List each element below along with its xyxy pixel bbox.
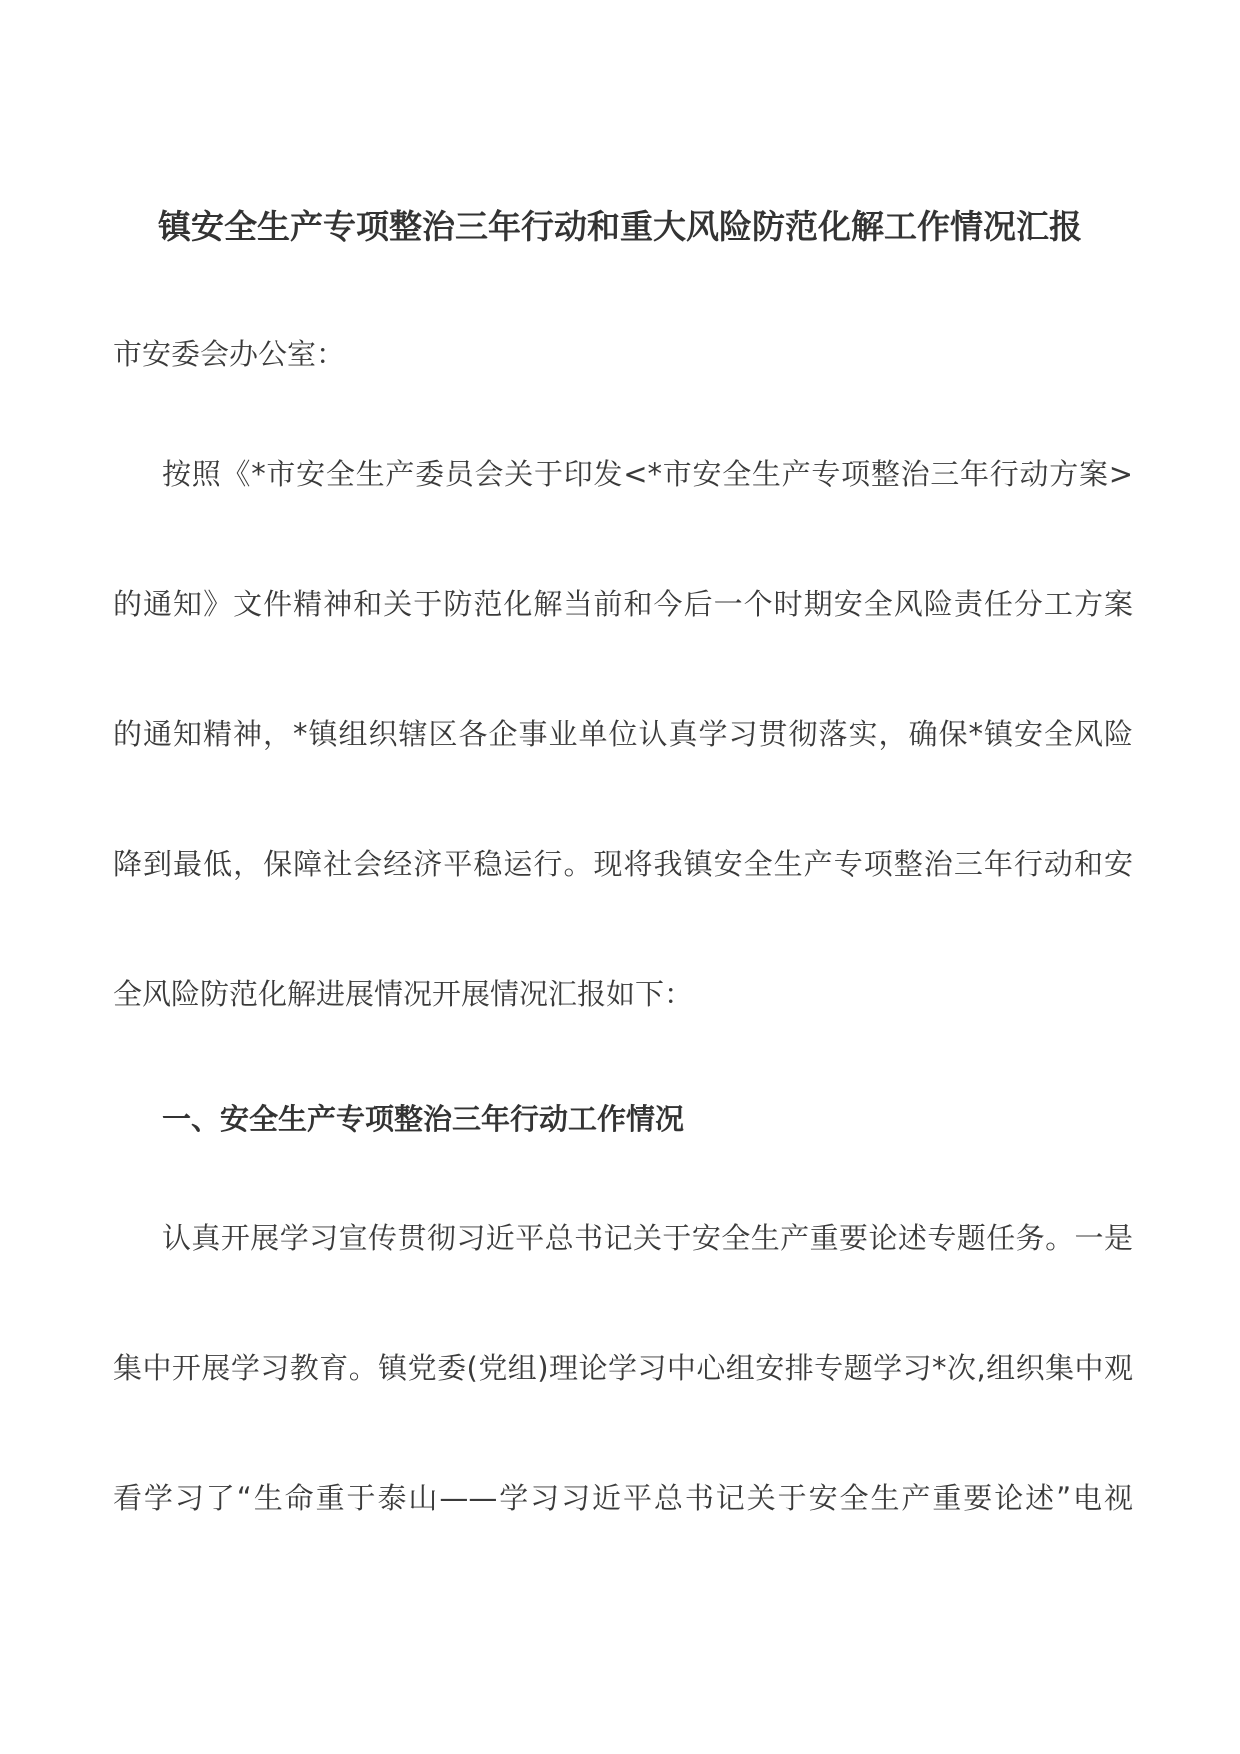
paragraph-1-line-4: 降到最低，保障社会经济平稳运行。现将我镇安全生产专项整治三年行动和安 <box>113 847 1133 881</box>
paragraph-1-line-3: 的通知精神，*镇组织辖区各企事业单位认真学习贯彻落实，确保*镇安全风险 <box>113 717 1133 751</box>
paragraph-2-line-2: 集中开展学习教育。镇党委(党组)理论学习中心组安排专题学习*次,组织集中观 <box>113 1351 1133 1385</box>
salutation: 市安委会办公室： <box>113 337 346 371</box>
paragraph-1-line-1: 按照《*市安全生产委员会关于印发<*市安全生产专项整治三年行动方案> <box>162 457 1133 491</box>
section-1-heading: 一、安全生产专项整治三年行动工作情况 <box>162 1102 685 1136</box>
paragraph-2-line-1: 认真开展学习宣传贯彻习近平总书记关于安全生产重要论述专题任务。一是 <box>162 1221 1133 1255</box>
paragraph-2-line-3: 看学习了“生命重于泰山——学习习近平总书记关于安全生产重要论述”电视 <box>113 1481 1133 1515</box>
document-title: 镇安全生产专项整治三年行动和重大风险防范化解工作情况汇报 <box>158 207 1082 246</box>
paragraph-1-line-2: 的通知》文件精神和关于防范化解当前和今后一个时期安全风险责任分工方案 <box>113 587 1133 621</box>
paragraph-1-line-5: 全风险防范化解进展情况开展情况汇报如下： <box>113 977 694 1011</box>
